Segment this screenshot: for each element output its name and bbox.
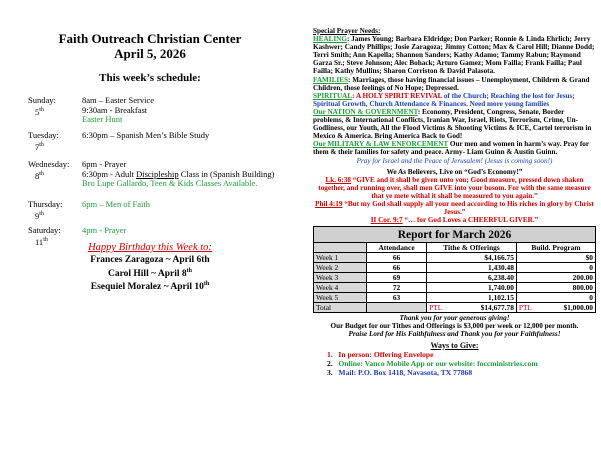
left-column [0, 0, 300, 465]
thanks-line-1: Thank you for your generous giving! [399, 314, 510, 323]
right-column [313, 27, 596, 377]
thanks-line-2: Our Budget for our Tithes and Offerings is $3,000 per week or 12,000 per month. [330, 322, 579, 331]
report-table [313, 226, 596, 313]
prayer-healing: HEALING: James Young; Barbara Eldridge; Don Parker; Ronnie & Linda Ehrlich; Jerry Kashwer; Candy Phillips; Josie Zaragoza; Jimmy Cotton; Max & Carol Hill; Dianne Dodd; Terri Smith; Ann Kapella; Shannon Sanders; Kathy Adamo; Tammy Rabun; Raymond Garza Sr.; Steve Johnson; Alec Bohack; Arturo Gamez; Mom Failla; Frank Failla; Paul Failla; Kathy Mullins; Sharon Corriston & David Palasota. [313, 35, 595, 76]
sunday-events: 8am – Easter Service 9:30am - Breakfast Easter Hunt [82, 95, 154, 124]
table-row: Week 5 63 1,102.15 0 [314, 293, 596, 303]
wednesday-label: Wednesday: 8th [28, 159, 70, 181]
ways-item-2: 2. Online: Vanco Mobile App or our website: foccministries.com [327, 358, 538, 368]
thanks-line-3: Praise Lord for His Faithfulness and Thank you for your Faithfulness! [348, 330, 561, 339]
col-attendance: Attendance [367, 243, 427, 253]
birthday-title: Happy Birthday this Week to: [88, 242, 212, 253]
scripture-philippians: Phil 4:19 “But my God shall supply all your need according to His riches in glory by Christ Jesus.” [315, 199, 594, 217]
ways-list [313, 350, 596, 377]
church-name: Faith Outreach Christian Center [58, 31, 242, 46]
thursday-events: 6pm – Men of Faith [82, 199, 150, 209]
believers-line: We As Believers, Live on “God’s Economy!” [386, 167, 523, 176]
table-row: Week 1 66 $4,166.75 $0 [314, 253, 596, 263]
prayer-israel: Pray for Israel and the Peace of Jerusalem! (Jesus is coming soon!) [356, 156, 553, 165]
prayer-spiritual: SPIRITUAL: A HOLY SPIRIT REVIVAL of the Church; Reaching the lost for Jesus; Spiritual Growth, Church Attendance & Finances. Need more young families [313, 91, 575, 108]
birthday-3: Esequiel Moralez ~ April 10th [90, 281, 210, 293]
prayer-title: Special Prayer Needs: [313, 27, 381, 35]
bulletin-date: April 5, 2026 [114, 46, 186, 61]
col-tithe: Tithe & Offerings [427, 243, 517, 253]
schedule-title: This week’s schedule: [99, 72, 201, 84]
tuesday-label: Tuesday: 7th [28, 130, 59, 152]
report-title: Report for March 2026 [314, 227, 596, 243]
prayer-military: Our MILITARY & LAW ENFORCEMENT Our men and women in harm’s way. Pray for them & their families for safety and peace. Army- Liam Guinn & Austin Guinn. [313, 140, 589, 157]
saturday-events: 4pm - Prayer [82, 225, 127, 235]
ways-item-1: 1. In person: Offering Envelope [327, 349, 434, 359]
total-row: Total PTL $14,677.78 PTL $1,000.00 [314, 303, 596, 313]
birthday-2: Carol Hill ~ April 8th [107, 268, 192, 280]
table-row: Week 2 66 1,430.48 0 [314, 263, 596, 273]
ways-item-3: 3. Mail: P.O. Box 1418, Navasota, TX 77868 [327, 367, 473, 377]
tuesday-events: 6:30pm – Spanish Men’s Bible Study [82, 130, 210, 140]
prayer-nation: Our NATION & GOVERNMENT: Economy, President, Congress, Senate, Border problems, & International Conflicts, Iranian War, Israel, Riots, Terrorism, Crime, Un-Godliness, our Youth, All the Flood Victims & Shooting Victims & ICE, Cartel terrorism in Mexico & America. Bring America Back to God! [313, 107, 592, 141]
saturday-label: Saturday: 11th [28, 225, 61, 247]
thursday-label: Thursday: 9th [28, 199, 63, 221]
scripture-corinthians: II Cor. 9:7 “… for God Loves a CHEERFUL GIVER.” [370, 216, 539, 225]
table-row: Week 4 72 1,740.00 800.00 [314, 283, 596, 293]
birthday-1: Frances Zaragoza ~ April 6th [90, 255, 210, 265]
table-row: Week 3 69 6,238.40 200.00 [314, 273, 596, 283]
ways-title: Ways to Give: [430, 340, 479, 350]
col-build: Build. Program [516, 243, 595, 253]
scripture-luke: Lk. 6:38 “GIVE and it shall be given unto you; Good measure, pressed down shaken together, and running over, shall men GIVE into your bosom. For with the same measure that ye mete withal it shall be measured to you again.” [318, 175, 591, 200]
wednesday-events: 6pm - Prayer 6:30pm - Adult Discipleship Class in (Spanish Building) Bro Lupe Gallardo, Teen & Kids Classes Available. [82, 159, 275, 188]
prayer-families: FAMILIES: Marriages, those having financial issues – Unemployment, Children & Grand Children, those feelings of No Hope; Depressed. [313, 75, 590, 92]
sunday-label: Sunday: 5th [28, 95, 56, 117]
